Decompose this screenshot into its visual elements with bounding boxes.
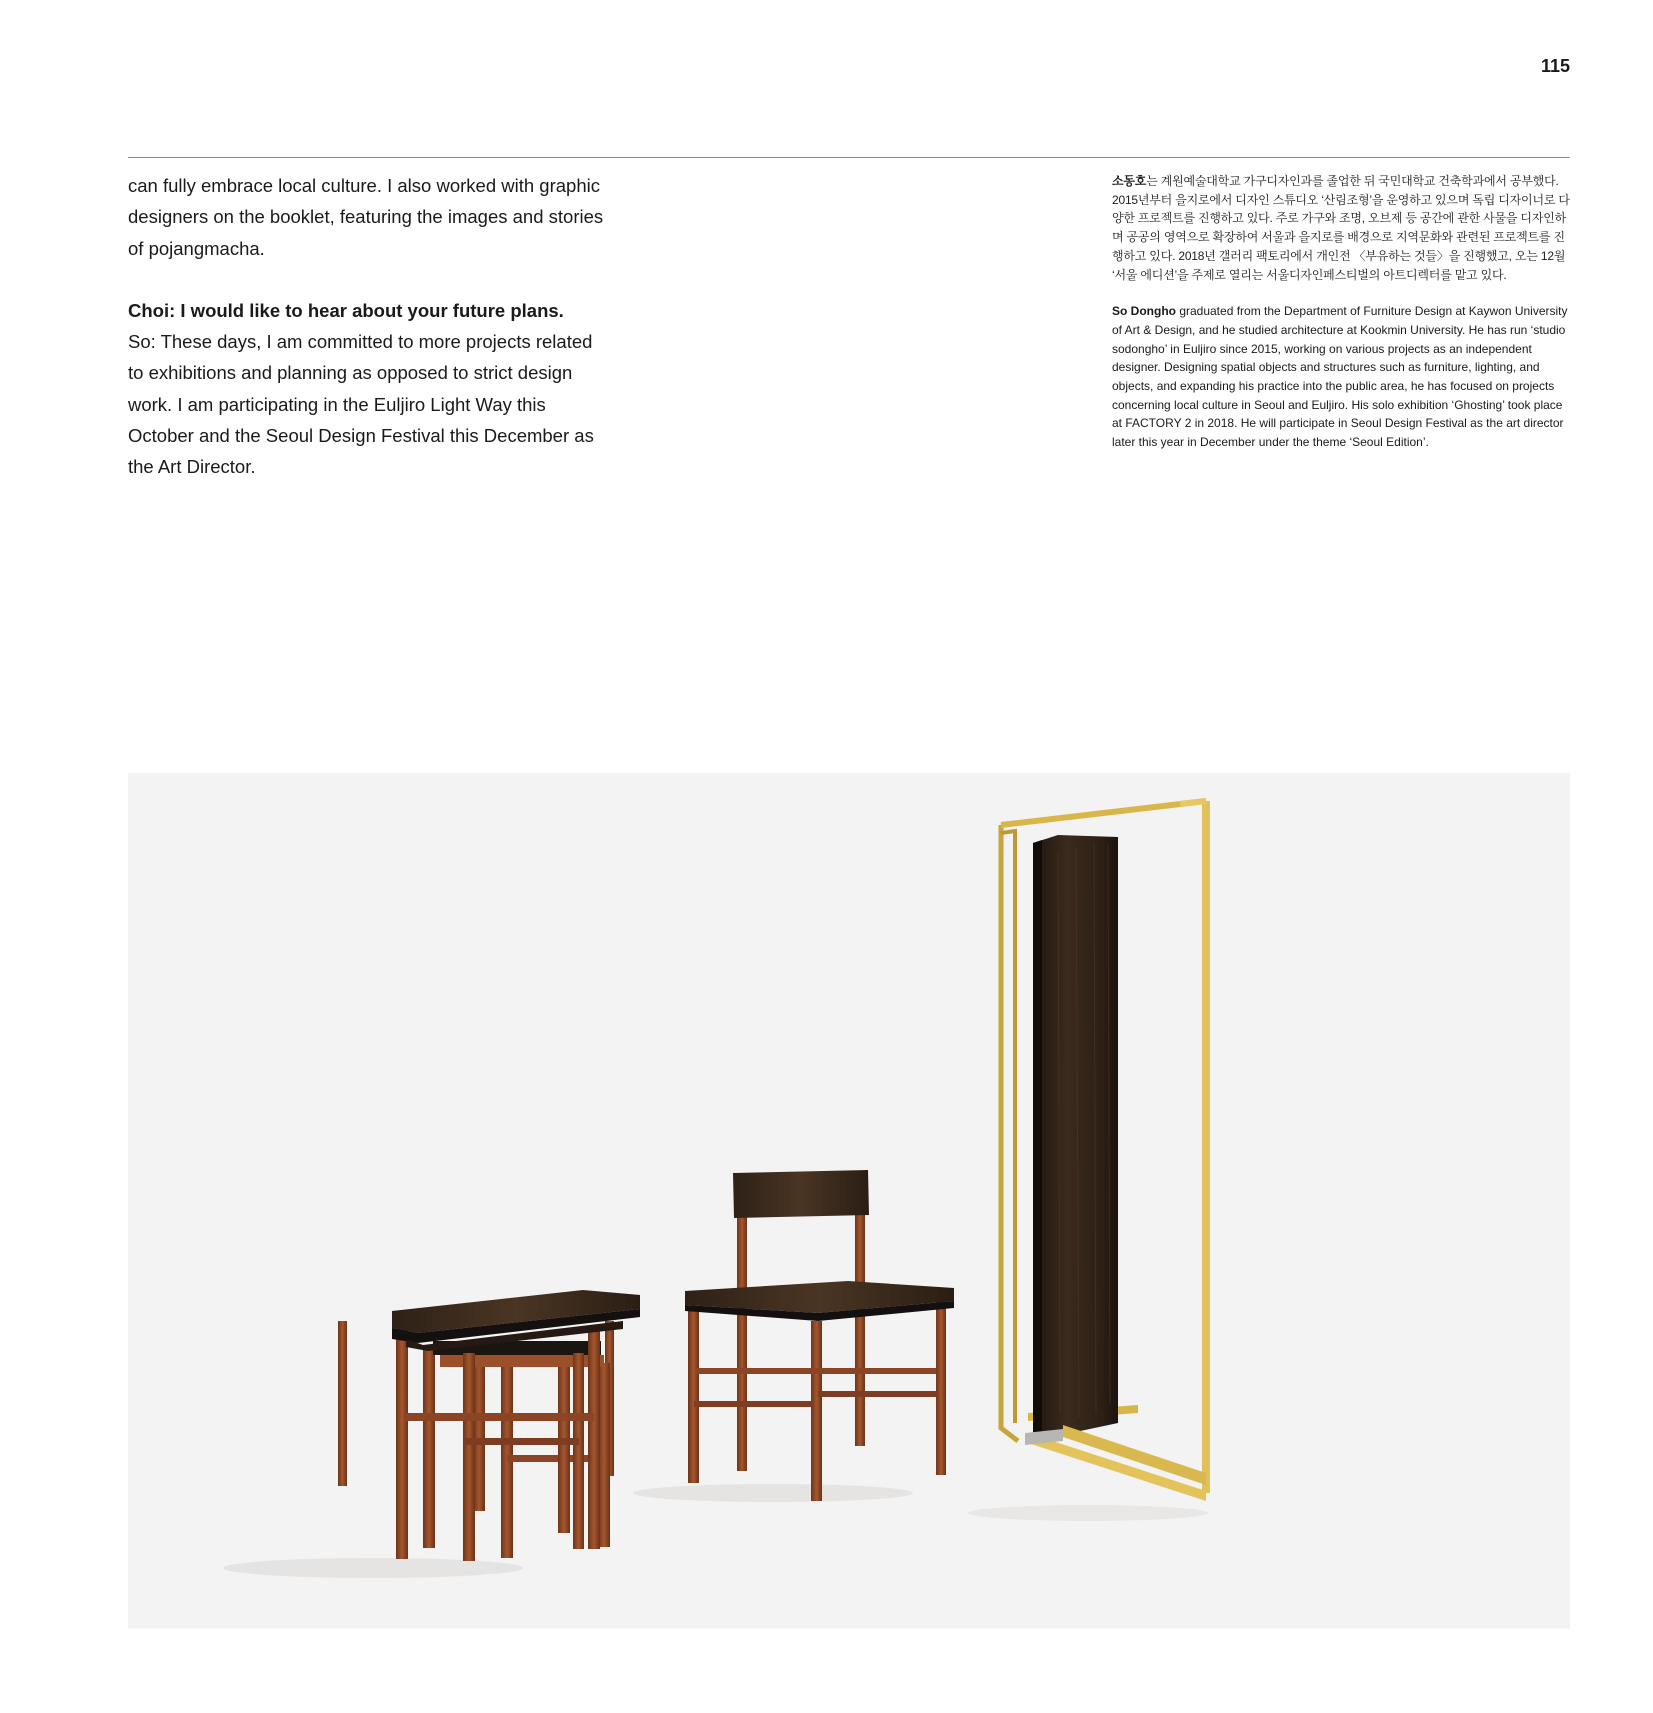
interview-paragraph: can fully embrace local culture. I also worked with graphic designers on the booklet, featuring the images and stories of pojangmacha. <box>128 175 604 259</box>
top-rule <box>128 157 1570 158</box>
designer-bio <box>1112 172 1572 452</box>
bio-english <box>1112 302 1572 452</box>
chair <box>633 1170 954 1502</box>
bio-korean-name: 소동호 <box>1112 174 1147 188</box>
bio-korean-text: 는 계원예술대학교 가구디자인과를 졸업한 뒤 국민대학교 건축학과에서 공부했다. 2015년부터 을지로에서 디자인 스튜디오 ‘산림조형’을 운영하고 있으며 독립 디자이너로 다양한 프로젝트를 진행하고 있다. 주로 가구와 조명, 오브제 등 공간에 관한 사물을 디자인하며 공공의 영역으로 확장하여 서울과 을지로를 배경으로 지역문화와 관련된 프로젝트를 진행하고 있다. 2018년 갤러리 팩토리에서 개인전 〈부유하는 것들〉을 진행했고, 오는 12월 ‘서울 에디션’을 주제로 열리는 서울디자인페스티벌의 아트디렉터를 맡고 있다. <box>1112 174 1570 282</box>
page-number: 115 <box>1540 56 1570 76</box>
nesting-tables <box>223 1290 640 1578</box>
bio-korean <box>1112 172 1572 284</box>
furniture-photo <box>128 773 1570 1629</box>
furniture-photo-illustration <box>128 773 1570 1629</box>
bio-english-text: graduated from the Department of Furniture Design at Kaywon University of Art & Design, and he studied architecture at Kookmin University. He has run ‘studio sodongho’ in Euljiro since 2015, working on various projects as an independent designer. Designing spatial objects and structures such as furniture, lighting, and objects, and expanding his practice into the public area, he has focused on projects concerning local culture in Seoul and Euljiro. His solo exhibition ‘Ghosting’ took place at FACTORY 2 in 2018. He will participate in Seoul Design Festival as the art director later this year in December under the theme ‘Seoul Edition’. <box>1112 304 1568 450</box>
interview-answer: So: These days, I am committed to more projects related to exhibitions and planning as opposed to strict design work. I am participating in the Euljiro Light Way this October and the Seoul Design Festival this December as the Art Director. <box>128 331 594 478</box>
interview-column <box>128 170 608 483</box>
bio-english-name: So Dongho <box>1112 304 1176 319</box>
brass-frame-panel <box>968 801 1208 1521</box>
interview-question: Choi: I would like to hear about your future plans. <box>128 299 564 321</box>
paragraph-gap <box>128 264 608 295</box>
